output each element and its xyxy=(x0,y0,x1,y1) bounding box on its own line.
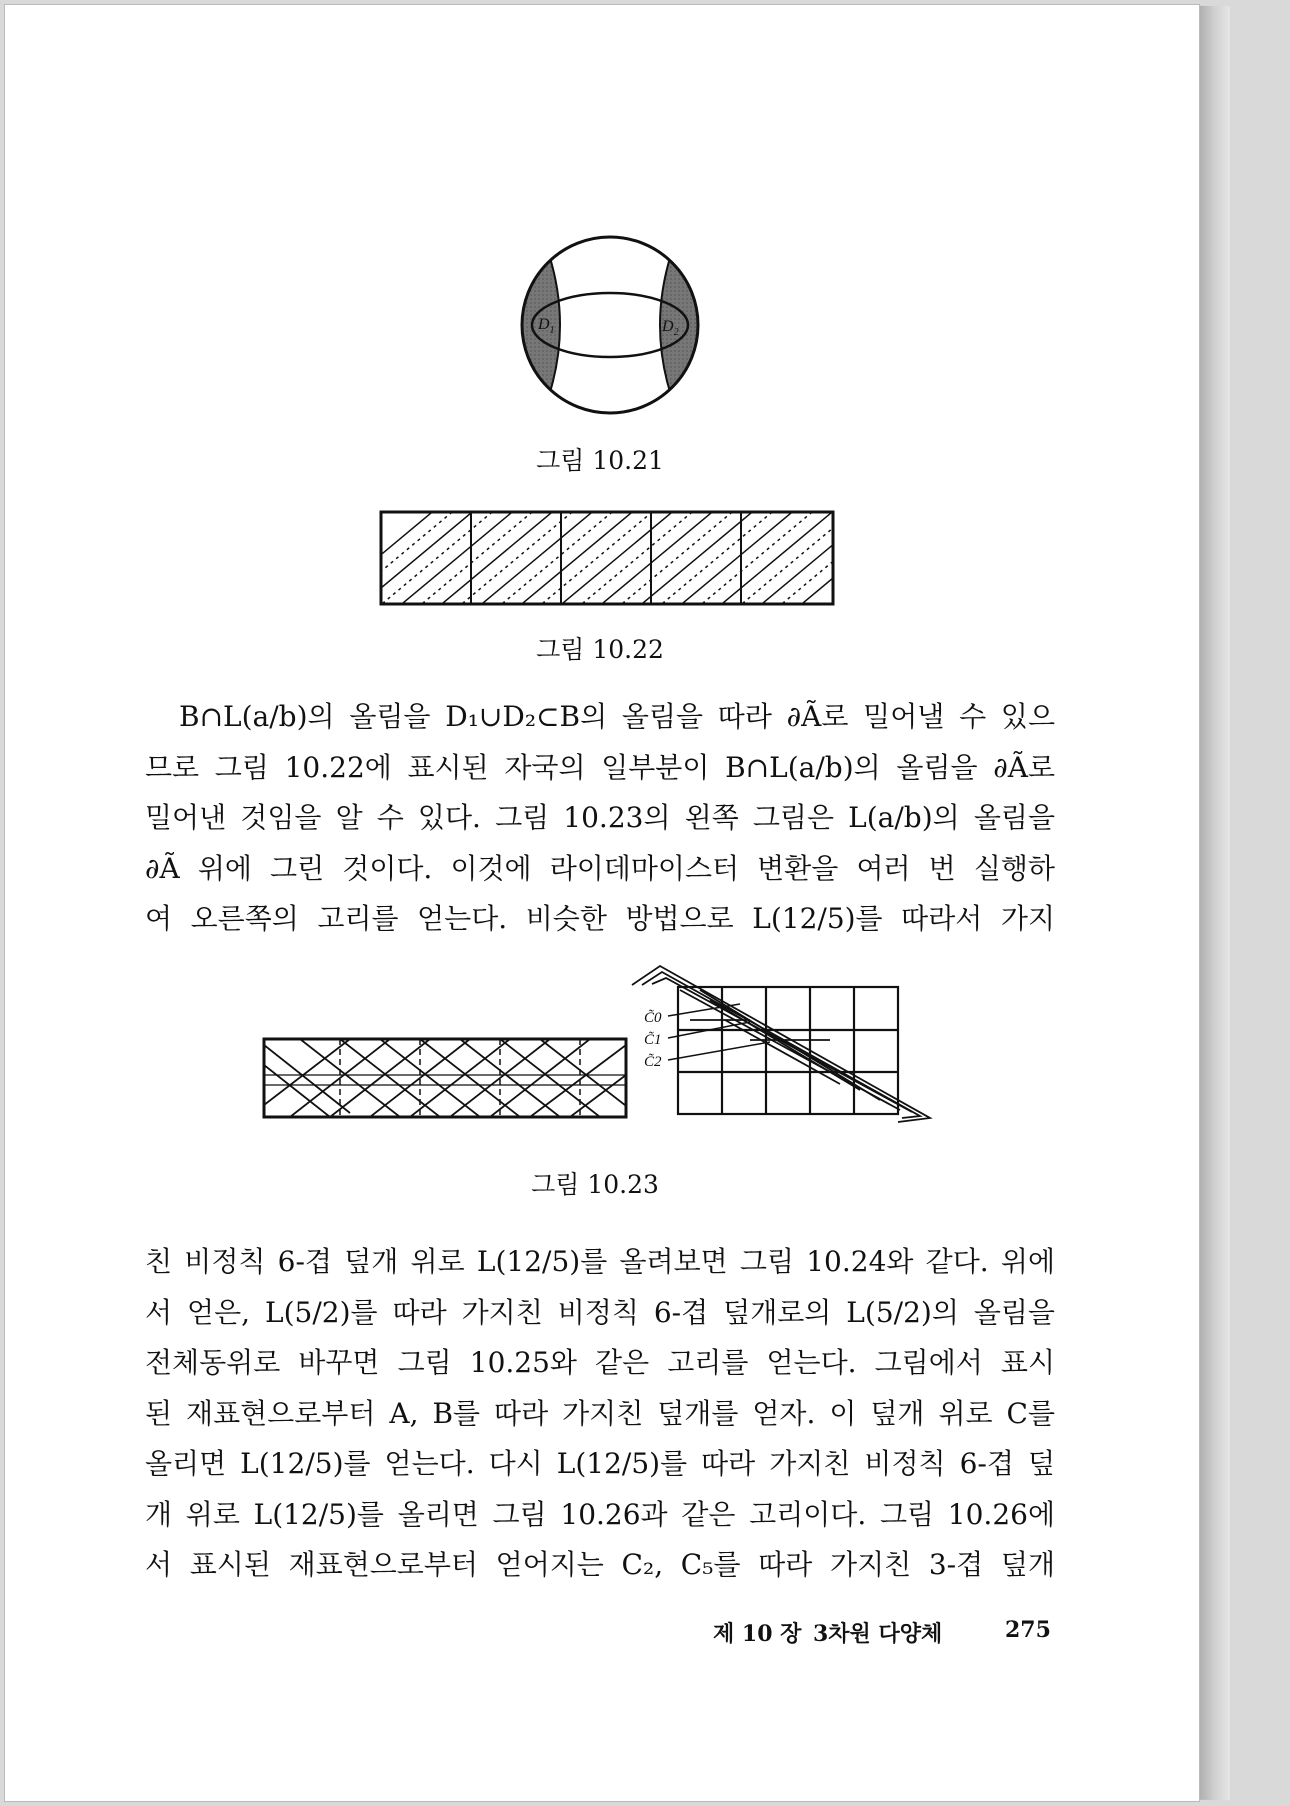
text-line: 된 재표현으로부터 A, B를 따라 가지친 덮개를 얻자. 이 덮개 위로 C를 xyxy=(145,1396,1055,1430)
figure-10-23-left xyxy=(260,1035,630,1121)
paragraph-1 xyxy=(145,692,1055,945)
text-line: 서 표시된 재표현으로부터 얻어지는 C₂, C₅를 따라 가지친 3-겹 덮개 xyxy=(145,1548,1055,1581)
text-line: 개 위로 L(12/5)를 올리면 그림 10.26과 같은 고리이다. 그림 10.26에 xyxy=(145,1497,1055,1531)
book-page xyxy=(4,4,1200,1802)
text-line: 므로 그림 10.22에 표시된 자국의 일부분이 B∩L(a/b)의 올림을 ∂Ã로 xyxy=(145,750,1055,784)
label-c2: C̃2 xyxy=(644,1054,662,1070)
figure-caption-10-21: 그림 10.21 xyxy=(536,446,664,475)
text-line: 서 얻은, L(5/2)를 따라 가지친 비정칙 6-겹 덮개로의 L(5/2)의 올림을 xyxy=(145,1295,1055,1329)
label-c1: C̃1 xyxy=(644,1032,662,1048)
paragraph-2 xyxy=(145,1237,1055,1591)
figure-caption-10-22: 그림 10.22 xyxy=(536,635,664,664)
text-line: ∂Ã 위에 그린 것이다. 이것에 라이데마이스터 변환을 여러 번 실행하 xyxy=(145,851,1055,885)
svg-text:D2: $D_2$ xyxy=(662,318,679,338)
text-line: 전체동위로 바꾸면 그림 10.25와 같은 고리를 얻는다. 그림에서 표시 xyxy=(145,1346,1055,1379)
figure-10-23-right xyxy=(630,960,950,1130)
text-line: B∩L(a/b)의 올림을 D₁∪D₂⊂B의 올림을 따라 ∂Ã로 밀어낼 수 있으 xyxy=(179,700,1055,733)
figure-10-22 xyxy=(377,508,837,608)
label-c0: C̃0 xyxy=(644,1010,662,1026)
text-line: 밀어낸 것임을 알 수 있다. 그림 10.23의 왼쪽 그림은 L(a/b)의 올림을 xyxy=(145,801,1055,834)
page-number: 275 xyxy=(1005,1617,1051,1643)
text-line: 여 오른쪽의 고리를 얻는다. 비슷한 방법으로 L(12/5)를 따라서 가지 xyxy=(145,902,1055,935)
footer-title: 3차원 다양체 xyxy=(813,1621,943,1647)
text-line: 올리면 L(12/5)를 얻는다. 다시 L(12/5)를 따라 가지친 비정칙 6-겹 덮 xyxy=(145,1447,1055,1480)
svg-text:D1: $D_1$ xyxy=(538,316,555,336)
figure-10-21 xyxy=(510,230,710,420)
text-line: 친 비정칙 6-겹 덮개 위로 L(12/5)를 올려보면 그림 10.24와 같다. 위에 xyxy=(145,1245,1055,1278)
figure-caption-10-23: 그림 10.23 xyxy=(531,1170,659,1199)
footer-chapter: 제 10 장 xyxy=(713,1621,802,1647)
